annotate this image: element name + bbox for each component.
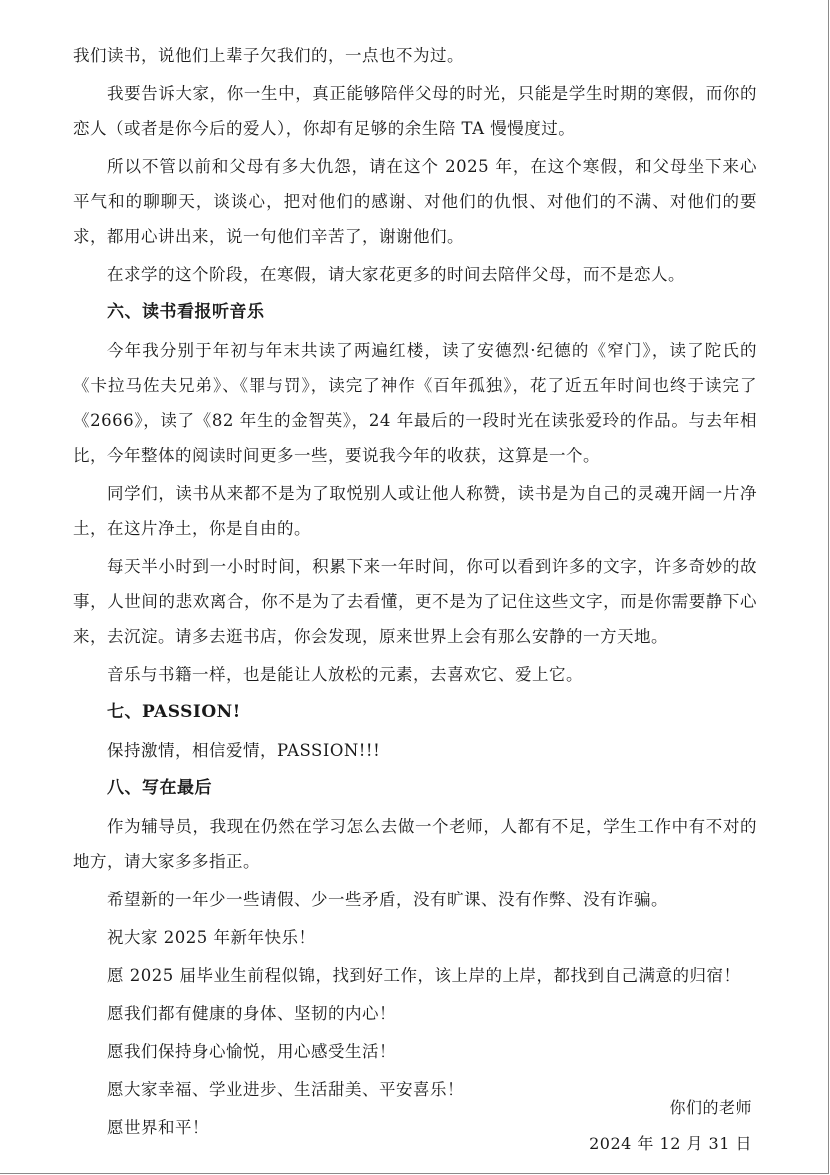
section-6-paragraph-1: 今年我分别于年初与年末共读了两遍红楼，读了安德烈·纪德的《窄门》，读了陀氏的《卡拉马佐夫兄弟》、《罪与罚》，读完了神作《百年孤独》，花了近五年时间也终于读完了《2666》，读了《82 年生的金智英》，24 年最后的一段时光在读张爱玲的作品。与去年相比，今年整体的阅读时间更多一些，要说我今年的收获，这算是一个。 [73, 341, 757, 465]
paragraph-top-4: 在求学的这个阶段，在寒假，请大家花更多的时间去陪伴父母，而不是恋人。 [107, 265, 685, 284]
section-8-paragraph-5: 愿我们都有健康的身体、坚韧的内心！ [107, 1004, 396, 1023]
section-8-paragraph-3: 祝大家 2025 年新年快乐！ [107, 928, 316, 947]
section-6-paragraph-3: 每天半小时到一小时时间，积累下来一年时间，你可以看到许多的文字，许多奇妙的故事，人世间的悲欢离合，你不是为了去看懂，更不是为了记住这些文字，而是你需要静下心来，去沉淀。请多去逛书店，你会发现，原来世界上会有那么安静的一方天地。 [73, 557, 757, 646]
letter-body [73, 38, 757, 1145]
section-8-paragraph-4: 愿 2025 届毕业生前程似锦，找到好工作，该上岸的上岸，都找到自己满意的归宿！ [107, 966, 741, 985]
paragraph-top-3: 所以不管以前和父母有多大仇怨，请在这个 2025 年，在这个寒假，和父母坐下来心平气和的聊聊天，谈谈心，把对他们的感谢、对他们的仇恨、对他们的不满、对他们的要求，都用心讲出来，说一句他们辛苦了，谢谢他们。 [73, 157, 757, 246]
signature-date: 2024 年 12 月 31 日 [589, 1134, 752, 1153]
section-7-heading: 七、PASSION! [107, 702, 241, 722]
section-8-paragraph-1: 作为辅导员，我现在仍然在学习怎么去做一个老师，人都有不足，学生工作中有不对的地方，请大家多多指正。 [73, 817, 757, 871]
section-8-heading: 八、写在最后 [107, 778, 212, 798]
paragraph-top-2: 我要告诉大家，你一生中，真正能够陪伴父母的时光，只能是学生时期的寒假，而你的恋人（或者是你今后的爱人），你却有足够的余生陪 TA 慢慢度过。 [73, 84, 757, 138]
section-6-paragraph-4: 音乐与书籍一样，也是能让人放松的元素，去喜欢它、爱上它。 [107, 665, 583, 684]
section-6-heading: 六、读书看报听音乐 [107, 302, 265, 322]
paragraph-top-1: 我们读书，说他们上辈子欠我们的，一点也不为过。 [73, 46, 464, 65]
section-7-paragraph-1: 保持激情，相信爱情，PASSION!!! [107, 741, 381, 760]
section-6-paragraph-2: 同学们，读书从来都不是为了取悦别人或让他人称赞，读书是为自己的灵魂开阔一片净土，在这片净土，你是自由的。 [73, 484, 757, 538]
section-8-paragraph-8: 愿世界和平！ [107, 1118, 209, 1137]
section-8-paragraph-2: 希望新的一年少一些请假、少一些矛盾，没有旷课、没有作弊、没有诈骗。 [107, 890, 668, 909]
signature-name: 你们的老师 [669, 1098, 752, 1117]
section-8-paragraph-7: 愿大家幸福、学业进步、生活甜美、平安喜乐！ [107, 1080, 464, 1099]
section-8-paragraph-6: 愿我们保持身心愉悦，用心感受生活！ [107, 1042, 396, 1061]
